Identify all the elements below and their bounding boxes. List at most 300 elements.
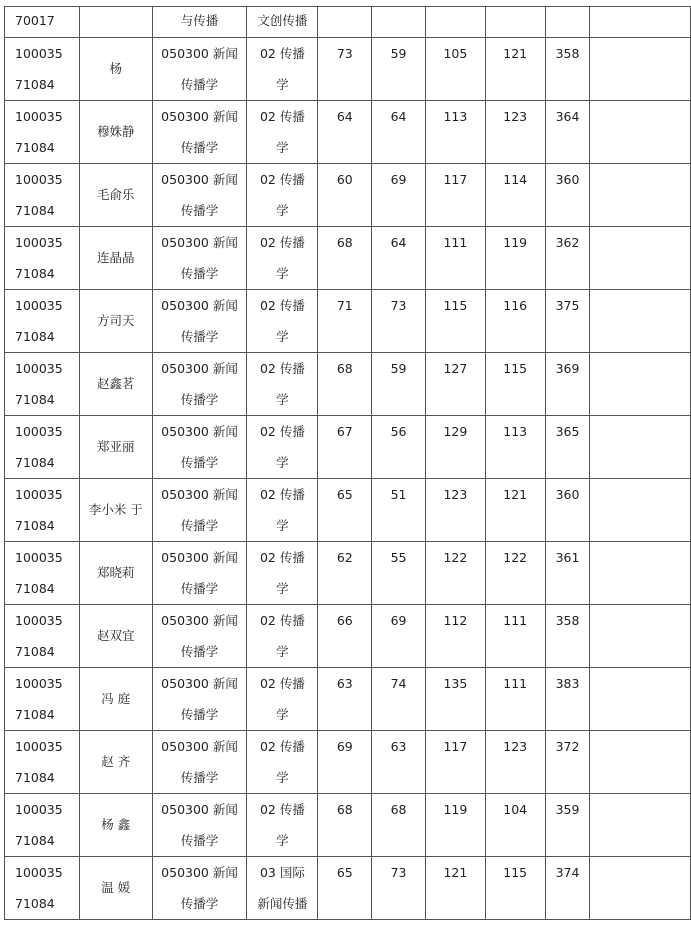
candidate-name: 赵鑫茗 xyxy=(96,376,135,391)
score-cell xyxy=(372,668,426,731)
candidate-id: 70017 xyxy=(15,13,55,28)
candidate-id: 100035 xyxy=(15,361,63,376)
candidate-name: 毛俞乐 xyxy=(96,187,135,202)
major-cell xyxy=(152,542,247,605)
name-cell xyxy=(79,605,152,668)
direction-text: 学 xyxy=(276,203,289,218)
score-subject-2: 123 xyxy=(503,739,528,754)
score-foreign-language: 73 xyxy=(390,865,407,880)
score-cell xyxy=(425,542,485,605)
direction-cell xyxy=(247,227,318,290)
major-text: 050300 新闻 xyxy=(161,235,238,250)
score-cell xyxy=(372,353,426,416)
candidate-name: 冯 庭 xyxy=(101,691,131,706)
total-cell xyxy=(545,164,590,227)
major-text: 与传播 xyxy=(180,13,219,28)
candidate-id: 100035 xyxy=(15,424,63,439)
candidate-id: 71084 xyxy=(15,140,55,155)
total-score: 361 xyxy=(555,550,580,565)
total-cell xyxy=(545,731,590,794)
direction-cell xyxy=(247,794,318,857)
candidate-id: 71084 xyxy=(15,203,55,218)
score-cell xyxy=(425,857,485,920)
candidate-id: 71084 xyxy=(15,833,55,848)
id-cell xyxy=(5,101,80,164)
direction-cell xyxy=(247,416,318,479)
major-cell xyxy=(152,227,247,290)
name-cell xyxy=(79,416,152,479)
total-cell xyxy=(545,794,590,857)
candidate-id: 100035 xyxy=(15,865,63,880)
score-cell xyxy=(425,668,485,731)
candidate-id: 100035 xyxy=(15,550,63,565)
candidate-id: 71084 xyxy=(15,455,55,470)
candidate-id: 100035 xyxy=(15,298,63,313)
candidate-id: 71084 xyxy=(15,581,55,596)
score-cell xyxy=(318,668,372,731)
table-row xyxy=(5,101,691,164)
total-cell xyxy=(545,101,590,164)
candidate-id: 100035 xyxy=(15,613,63,628)
id-cell xyxy=(5,479,80,542)
total-score: 364 xyxy=(555,109,580,124)
major-text: 传播学 xyxy=(180,581,219,596)
score-foreign-language: 64 xyxy=(390,109,407,124)
table-row xyxy=(5,227,691,290)
score-subject-2: 121 xyxy=(503,487,528,502)
direction-cell xyxy=(247,668,318,731)
candidate-id: 100035 xyxy=(15,676,63,691)
id-cell xyxy=(5,7,80,38)
candidate-id: 71084 xyxy=(15,518,55,533)
direction-text: 学 xyxy=(276,518,289,533)
major-cell xyxy=(152,7,247,38)
table-row xyxy=(5,542,691,605)
table-row xyxy=(5,290,691,353)
score-cell xyxy=(425,794,485,857)
remark-cell xyxy=(590,7,691,38)
name-cell xyxy=(79,7,152,38)
remark-cell xyxy=(590,164,691,227)
major-cell xyxy=(152,353,247,416)
major-cell xyxy=(152,479,247,542)
candidate-name: 赵 齐 xyxy=(101,754,131,769)
score-cell xyxy=(318,101,372,164)
score-cell xyxy=(485,38,545,101)
score-cell xyxy=(372,731,426,794)
score-cell xyxy=(425,38,485,101)
score-subject-2: 114 xyxy=(503,172,528,187)
major-cell xyxy=(152,605,247,668)
score-politics: 71 xyxy=(336,298,353,313)
direction-text: 02 传播 xyxy=(259,802,305,817)
candidate-name: 温 媛 xyxy=(101,880,131,895)
score-cell xyxy=(372,227,426,290)
score-cell xyxy=(425,290,485,353)
remark-cell xyxy=(590,479,691,542)
direction-text: 学 xyxy=(276,455,289,470)
major-cell xyxy=(152,416,247,479)
candidate-id: 71084 xyxy=(15,707,55,722)
score-cell xyxy=(485,227,545,290)
total-cell xyxy=(545,857,590,920)
major-text: 传播学 xyxy=(180,77,219,92)
candidate-id: 100035 xyxy=(15,487,63,502)
score-cell xyxy=(318,857,372,920)
remark-cell xyxy=(590,353,691,416)
score-politics: 65 xyxy=(336,487,353,502)
direction-text: 02 传播 xyxy=(259,550,305,565)
major-text: 传播学 xyxy=(180,455,219,470)
major-text: 传播学 xyxy=(180,266,219,281)
id-cell xyxy=(5,416,80,479)
name-cell xyxy=(79,794,152,857)
direction-text: 02 传播 xyxy=(259,109,305,124)
remark-cell xyxy=(590,101,691,164)
score-politics: 68 xyxy=(336,802,353,817)
major-text: 传播学 xyxy=(180,140,219,155)
major-cell xyxy=(152,164,247,227)
score-foreign-language: 68 xyxy=(390,802,407,817)
id-cell xyxy=(5,605,80,668)
direction-text: 学 xyxy=(276,644,289,659)
major-text: 传播学 xyxy=(180,833,219,848)
direction-text: 02 传播 xyxy=(259,361,305,376)
score-cell xyxy=(318,605,372,668)
remark-cell xyxy=(590,38,691,101)
candidate-id: 71084 xyxy=(15,896,55,911)
score-subject-1: 117 xyxy=(443,739,468,754)
score-foreign-language: 59 xyxy=(390,46,407,61)
score-politics: 67 xyxy=(336,424,353,439)
score-subject-2: 123 xyxy=(503,109,528,124)
direction-text: 学 xyxy=(276,392,289,407)
candidate-id: 71084 xyxy=(15,392,55,407)
major-text: 050300 新闻 xyxy=(161,613,238,628)
name-cell xyxy=(79,542,152,605)
major-text: 传播学 xyxy=(180,203,219,218)
score-table xyxy=(4,6,691,920)
major-text: 050300 新闻 xyxy=(161,172,238,187)
major-text: 传播学 xyxy=(180,329,219,344)
candidate-name: 杨 xyxy=(109,61,122,76)
direction-cell xyxy=(247,38,318,101)
candidate-name: 方司天 xyxy=(96,313,135,328)
score-subject-1: 123 xyxy=(443,487,468,502)
direction-text: 学 xyxy=(276,833,289,848)
major-text: 050300 新闻 xyxy=(161,676,238,691)
total-score: 358 xyxy=(555,46,580,61)
direction-text: 02 传播 xyxy=(259,676,305,691)
score-subject-1: 129 xyxy=(443,424,468,439)
direction-text: 学 xyxy=(276,770,289,785)
direction-text: 学 xyxy=(276,77,289,92)
score-cell xyxy=(318,7,372,38)
score-politics: 68 xyxy=(336,361,353,376)
score-politics: 66 xyxy=(336,613,353,628)
score-cell xyxy=(318,353,372,416)
score-cell xyxy=(372,416,426,479)
total-cell xyxy=(545,7,590,38)
total-score: 360 xyxy=(555,487,580,502)
score-subject-1: 117 xyxy=(443,172,468,187)
score-cell xyxy=(485,7,545,38)
name-cell xyxy=(79,731,152,794)
score-politics: 65 xyxy=(336,865,353,880)
candidate-id: 71084 xyxy=(15,329,55,344)
candidate-id: 100035 xyxy=(15,46,63,61)
score-subject-1: 122 xyxy=(443,550,468,565)
total-score: 362 xyxy=(555,235,580,250)
score-politics: 73 xyxy=(336,46,353,61)
score-cell xyxy=(318,416,372,479)
score-foreign-language: 56 xyxy=(390,424,407,439)
total-cell xyxy=(545,542,590,605)
id-cell xyxy=(5,668,80,731)
major-cell xyxy=(152,794,247,857)
direction-text: 02 传播 xyxy=(259,424,305,439)
direction-cell xyxy=(247,731,318,794)
score-cell xyxy=(318,38,372,101)
table-row xyxy=(5,605,691,668)
remark-cell xyxy=(590,794,691,857)
score-subject-2: 116 xyxy=(503,298,528,313)
score-subject-2: 111 xyxy=(503,613,528,628)
score-subject-2: 104 xyxy=(503,802,528,817)
score-politics: 63 xyxy=(336,676,353,691)
score-cell xyxy=(318,479,372,542)
score-subject-1: 111 xyxy=(443,235,468,250)
major-text: 传播学 xyxy=(180,518,219,533)
score-cell xyxy=(485,101,545,164)
remark-cell xyxy=(590,290,691,353)
major-text: 050300 新闻 xyxy=(161,550,238,565)
score-subject-1: 105 xyxy=(443,46,468,61)
direction-text: 03 国际 xyxy=(259,865,305,880)
score-cell xyxy=(485,479,545,542)
major-text: 050300 新闻 xyxy=(161,46,238,61)
score-cell xyxy=(372,38,426,101)
score-subject-1: 121 xyxy=(443,865,468,880)
major-cell xyxy=(152,38,247,101)
table-row xyxy=(5,794,691,857)
score-cell xyxy=(425,731,485,794)
name-cell xyxy=(79,101,152,164)
table-row xyxy=(5,668,691,731)
score-cell xyxy=(425,164,485,227)
score-cell xyxy=(485,416,545,479)
remark-cell xyxy=(590,542,691,605)
score-cell xyxy=(318,542,372,605)
table-row-continued xyxy=(5,7,691,38)
direction-text: 02 传播 xyxy=(259,487,305,502)
remark-cell xyxy=(590,416,691,479)
score-politics: 62 xyxy=(336,550,353,565)
direction-text: 新闻传播 xyxy=(257,896,308,911)
table-row xyxy=(5,857,691,920)
score-foreign-language: 69 xyxy=(390,172,407,187)
score-subject-1: 113 xyxy=(443,109,468,124)
direction-text: 02 传播 xyxy=(259,298,305,313)
major-text: 050300 新闻 xyxy=(161,424,238,439)
score-cell xyxy=(485,542,545,605)
major-text: 050300 新闻 xyxy=(161,361,238,376)
candidate-name: 连晶晶 xyxy=(96,250,135,265)
score-subject-2: 122 xyxy=(503,550,528,565)
candidate-id: 71084 xyxy=(15,770,55,785)
major-text: 050300 新闻 xyxy=(161,865,238,880)
major-cell xyxy=(152,290,247,353)
score-cell xyxy=(485,353,545,416)
candidate-id: 71084 xyxy=(15,266,55,281)
score-cell xyxy=(425,605,485,668)
major-text: 050300 新闻 xyxy=(161,487,238,502)
candidate-id: 100035 xyxy=(15,235,63,250)
table-row xyxy=(5,353,691,416)
candidate-name: 郑亚丽 xyxy=(96,439,135,454)
direction-cell xyxy=(247,7,318,38)
score-cell xyxy=(318,290,372,353)
candidate-id: 100035 xyxy=(15,802,63,817)
score-cell xyxy=(485,731,545,794)
id-cell xyxy=(5,857,80,920)
score-foreign-language: 74 xyxy=(390,676,407,691)
name-cell xyxy=(79,353,152,416)
direction-cell xyxy=(247,857,318,920)
remark-cell xyxy=(590,668,691,731)
score-cell xyxy=(425,7,485,38)
major-cell xyxy=(152,101,247,164)
score-subject-2: 119 xyxy=(503,235,528,250)
table-row xyxy=(5,731,691,794)
total-score: 369 xyxy=(555,361,580,376)
score-cell xyxy=(485,857,545,920)
score-cell xyxy=(372,290,426,353)
total-score: 358 xyxy=(555,613,580,628)
name-cell xyxy=(79,290,152,353)
major-cell xyxy=(152,731,247,794)
remark-cell xyxy=(590,731,691,794)
major-text: 传播学 xyxy=(180,392,219,407)
major-text: 传播学 xyxy=(180,707,219,722)
score-foreign-language: 59 xyxy=(390,361,407,376)
score-cell xyxy=(485,605,545,668)
table-row xyxy=(5,416,691,479)
major-text: 传播学 xyxy=(180,644,219,659)
score-subject-2: 111 xyxy=(503,676,528,691)
score-subject-2: 121 xyxy=(503,46,528,61)
direction-text: 02 传播 xyxy=(259,46,305,61)
score-subject-1: 135 xyxy=(443,676,468,691)
total-score: 365 xyxy=(555,424,580,439)
score-foreign-language: 69 xyxy=(390,613,407,628)
candidate-name: 穆姝静 xyxy=(96,124,135,139)
direction-cell xyxy=(247,605,318,668)
total-cell xyxy=(545,416,590,479)
score-subject-2: 113 xyxy=(503,424,528,439)
score-cell xyxy=(425,479,485,542)
total-cell xyxy=(545,605,590,668)
score-cell xyxy=(372,794,426,857)
score-foreign-language: 55 xyxy=(390,550,407,565)
score-foreign-language: 73 xyxy=(390,298,407,313)
major-text: 传播学 xyxy=(180,770,219,785)
score-cell xyxy=(372,857,426,920)
total-cell xyxy=(545,479,590,542)
score-cell xyxy=(318,794,372,857)
score-politics: 60 xyxy=(336,172,353,187)
total-score: 375 xyxy=(555,298,580,313)
score-cell xyxy=(372,542,426,605)
score-subject-1: 115 xyxy=(443,298,468,313)
candidate-name: 赵双宜 xyxy=(96,628,135,643)
direction-cell xyxy=(247,353,318,416)
id-cell xyxy=(5,794,80,857)
name-cell xyxy=(79,479,152,542)
score-cell xyxy=(372,164,426,227)
direction-text: 文创传播 xyxy=(257,13,308,28)
score-politics: 68 xyxy=(336,235,353,250)
total-cell xyxy=(545,353,590,416)
score-cell xyxy=(425,227,485,290)
score-cell xyxy=(318,731,372,794)
score-cell xyxy=(318,227,372,290)
direction-text: 学 xyxy=(276,329,289,344)
major-text: 050300 新闻 xyxy=(161,802,238,817)
direction-cell xyxy=(247,542,318,605)
name-cell xyxy=(79,227,152,290)
id-cell xyxy=(5,227,80,290)
total-score: 359 xyxy=(555,802,580,817)
total-cell xyxy=(545,290,590,353)
direction-text: 02 传播 xyxy=(259,739,305,754)
major-text: 传播学 xyxy=(180,896,219,911)
score-subject-2: 115 xyxy=(503,361,528,376)
total-cell xyxy=(545,38,590,101)
major-cell xyxy=(152,857,247,920)
id-cell xyxy=(5,290,80,353)
name-cell xyxy=(79,164,152,227)
candidate-id: 100035 xyxy=(15,172,63,187)
score-cell xyxy=(485,668,545,731)
score-cell xyxy=(425,101,485,164)
score-subject-1: 127 xyxy=(443,361,468,376)
score-politics: 64 xyxy=(336,109,353,124)
score-subject-2: 115 xyxy=(503,865,528,880)
major-text: 050300 新闻 xyxy=(161,298,238,313)
candidate-id: 100035 xyxy=(15,109,63,124)
direction-text: 学 xyxy=(276,140,289,155)
major-cell xyxy=(152,668,247,731)
candidate-id: 100035 xyxy=(15,739,63,754)
direction-text: 学 xyxy=(276,707,289,722)
id-cell xyxy=(5,38,80,101)
direction-text: 学 xyxy=(276,581,289,596)
total-score: 383 xyxy=(555,676,580,691)
score-cell xyxy=(485,794,545,857)
score-cell xyxy=(425,353,485,416)
table-row xyxy=(5,479,691,542)
direction-cell xyxy=(247,164,318,227)
score-foreign-language: 51 xyxy=(390,487,407,502)
candidate-name: 郑晓莉 xyxy=(96,565,135,580)
table-row xyxy=(5,164,691,227)
score-cell xyxy=(372,101,426,164)
total-cell xyxy=(545,227,590,290)
score-cell xyxy=(318,164,372,227)
candidate-name: 杨 鑫 xyxy=(101,817,131,832)
table-row xyxy=(5,38,691,101)
